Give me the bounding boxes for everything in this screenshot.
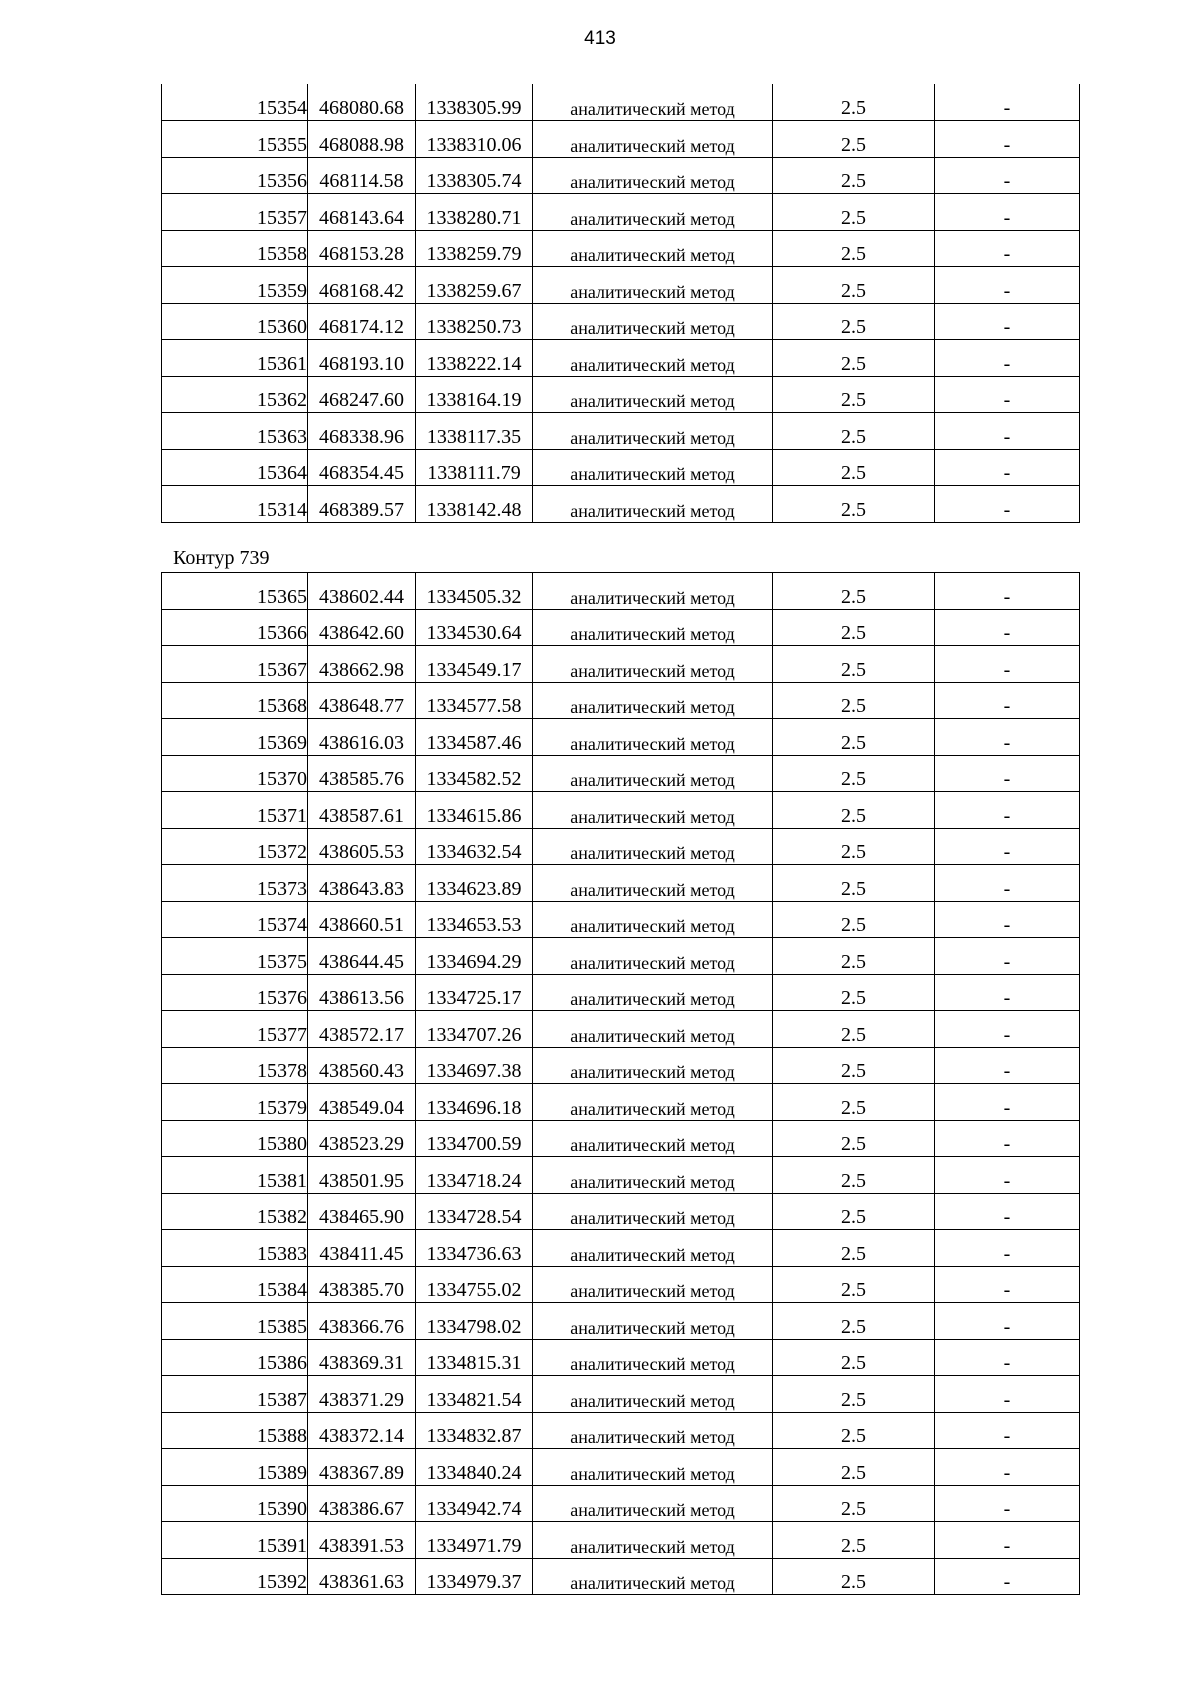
table-row <box>162 609 1080 646</box>
point-number-cell: 15387 <box>162 1376 308 1413</box>
x-coordinate-cell: 438587.61 <box>308 792 416 829</box>
y-coordinate-cell: 1334696.18 <box>416 1084 533 1121</box>
method-cell: аналитический метод <box>533 449 773 486</box>
y-coordinate-cell: 1334718.24 <box>416 1157 533 1194</box>
table-row <box>162 1412 1080 1449</box>
table-row <box>162 157 1080 194</box>
accuracy-cell: 2.5 <box>773 1485 935 1522</box>
y-coordinate-cell: 1338142.48 <box>416 486 533 523</box>
table-row <box>162 413 1080 450</box>
point-number-cell: 15386 <box>162 1339 308 1376</box>
x-coordinate-cell: 468247.60 <box>308 376 416 413</box>
note-cell: - <box>935 194 1080 231</box>
x-coordinate-cell: 468354.45 <box>308 449 416 486</box>
table-row <box>162 1303 1080 1340</box>
method-cell: аналитический метод <box>533 194 773 231</box>
table-row <box>162 1193 1080 1230</box>
method-cell: аналитический метод <box>533 230 773 267</box>
y-coordinate-cell: 1338111.79 <box>416 449 533 486</box>
method-cell: аналитический метод <box>533 1266 773 1303</box>
y-coordinate-cell: 1334587.46 <box>416 719 533 756</box>
y-coordinate-cell: 1334623.89 <box>416 865 533 902</box>
accuracy-cell: 2.5 <box>773 121 935 158</box>
accuracy-cell: 2.5 <box>773 1412 935 1449</box>
method-cell: аналитический метод <box>533 376 773 413</box>
method-cell: аналитический метод <box>533 1011 773 1048</box>
point-number-cell: 15361 <box>162 340 308 377</box>
note-cell: - <box>935 157 1080 194</box>
note-cell: - <box>935 303 1080 340</box>
table-row <box>162 1230 1080 1267</box>
accuracy-cell: 2.5 <box>773 828 935 865</box>
note-cell: - <box>935 376 1080 413</box>
y-coordinate-cell: 1338305.99 <box>416 84 533 121</box>
table-row <box>162 230 1080 267</box>
accuracy-cell: 2.5 <box>773 157 935 194</box>
table-row <box>162 828 1080 865</box>
y-coordinate-cell: 1338250.73 <box>416 303 533 340</box>
y-coordinate-cell: 1334700.59 <box>416 1120 533 1157</box>
y-coordinate-cell: 1334971.79 <box>416 1522 533 1559</box>
y-coordinate-cell: 1334697.38 <box>416 1047 533 1084</box>
note-cell: - <box>935 1157 1080 1194</box>
y-coordinate-cell: 1334707.26 <box>416 1011 533 1048</box>
x-coordinate-cell: 438385.70 <box>308 1266 416 1303</box>
point-number-cell: 15314 <box>162 486 308 523</box>
point-number-cell: 15365 <box>162 573 308 610</box>
note-cell: - <box>935 901 1080 938</box>
method-cell: аналитический метод <box>533 1449 773 1486</box>
method-cell: аналитический метод <box>533 1376 773 1413</box>
y-coordinate-cell: 1334577.58 <box>416 682 533 719</box>
x-coordinate-cell: 468088.98 <box>308 121 416 158</box>
point-number-cell: 15360 <box>162 303 308 340</box>
table-row <box>162 1339 1080 1376</box>
method-cell: аналитический метод <box>533 1120 773 1157</box>
note-cell: - <box>935 1339 1080 1376</box>
point-number-cell: 15366 <box>162 609 308 646</box>
y-coordinate-cell: 1334755.02 <box>416 1266 533 1303</box>
y-coordinate-cell: 1338164.19 <box>416 376 533 413</box>
method-cell: аналитический метод <box>533 828 773 865</box>
accuracy-cell: 2.5 <box>773 792 935 829</box>
accuracy-cell: 2.5 <box>773 84 935 121</box>
note-cell: - <box>935 1449 1080 1486</box>
point-number-cell: 15367 <box>162 646 308 683</box>
accuracy-cell: 2.5 <box>773 1193 935 1230</box>
x-coordinate-cell: 438386.67 <box>308 1485 416 1522</box>
table-row <box>162 682 1080 719</box>
point-number-cell: 15379 <box>162 1084 308 1121</box>
x-coordinate-cell: 438465.90 <box>308 1193 416 1230</box>
x-coordinate-cell: 438644.45 <box>308 938 416 975</box>
y-coordinate-cell: 1338222.14 <box>416 340 533 377</box>
accuracy-cell: 2.5 <box>773 1157 935 1194</box>
point-number-cell: 15381 <box>162 1157 308 1194</box>
accuracy-cell: 2.5 <box>773 486 935 523</box>
accuracy-cell: 2.5 <box>773 646 935 683</box>
table-row <box>162 938 1080 975</box>
note-cell: - <box>935 486 1080 523</box>
point-number-cell: 15389 <box>162 1449 308 1486</box>
y-coordinate-cell: 1334582.52 <box>416 755 533 792</box>
coordinates-table <box>161 84 1080 523</box>
note-cell: - <box>935 573 1080 610</box>
x-coordinate-cell: 438616.03 <box>308 719 416 756</box>
note-cell: - <box>935 1011 1080 1048</box>
x-coordinate-cell: 438648.77 <box>308 682 416 719</box>
note-cell: - <box>935 682 1080 719</box>
x-coordinate-cell: 468114.58 <box>308 157 416 194</box>
accuracy-cell: 2.5 <box>773 303 935 340</box>
method-cell: аналитический метод <box>533 682 773 719</box>
note-cell: - <box>935 974 1080 1011</box>
note-cell: - <box>935 1485 1080 1522</box>
method-cell: аналитический метод <box>533 1412 773 1449</box>
x-coordinate-cell: 468193.10 <box>308 340 416 377</box>
accuracy-cell: 2.5 <box>773 573 935 610</box>
note-cell: - <box>935 865 1080 902</box>
table-row <box>162 84 1080 121</box>
note-cell: - <box>935 1412 1080 1449</box>
x-coordinate-cell: 438643.83 <box>308 865 416 902</box>
table-row <box>162 719 1080 756</box>
method-cell: аналитический метод <box>533 157 773 194</box>
point-number-cell: 15371 <box>162 792 308 829</box>
method-cell: аналитический метод <box>533 486 773 523</box>
table-row <box>162 974 1080 1011</box>
y-coordinate-cell: 1334694.29 <box>416 938 533 975</box>
method-cell: аналитический метод <box>533 1157 773 1194</box>
accuracy-cell: 2.5 <box>773 719 935 756</box>
method-cell: аналитический метод <box>533 755 773 792</box>
method-cell: аналитический метод <box>533 1193 773 1230</box>
method-cell: аналитический метод <box>533 1339 773 1376</box>
page-number: 413 <box>584 28 616 49</box>
x-coordinate-cell: 468153.28 <box>308 230 416 267</box>
y-coordinate-cell: 1338259.79 <box>416 230 533 267</box>
x-coordinate-cell: 438549.04 <box>308 1084 416 1121</box>
method-cell: аналитический метод <box>533 1485 773 1522</box>
table-row <box>162 449 1080 486</box>
table-row <box>162 792 1080 829</box>
method-cell: аналитический метод <box>533 719 773 756</box>
x-coordinate-cell: 468174.12 <box>308 303 416 340</box>
accuracy-cell: 2.5 <box>773 449 935 486</box>
point-number-cell: 15391 <box>162 1522 308 1559</box>
method-cell: аналитический метод <box>533 938 773 975</box>
accuracy-cell: 2.5 <box>773 230 935 267</box>
method-cell: аналитический метод <box>533 573 773 610</box>
y-coordinate-cell: 1334615.86 <box>416 792 533 829</box>
point-number-cell: 15370 <box>162 755 308 792</box>
x-coordinate-cell: 438572.17 <box>308 1011 416 1048</box>
point-number-cell: 15383 <box>162 1230 308 1267</box>
y-coordinate-cell: 1338305.74 <box>416 157 533 194</box>
note-cell: - <box>935 1193 1080 1230</box>
x-coordinate-cell: 468389.57 <box>308 486 416 523</box>
y-coordinate-cell: 1334632.54 <box>416 828 533 865</box>
note-cell: - <box>935 1047 1080 1084</box>
note-cell: - <box>935 828 1080 865</box>
point-number-cell: 15380 <box>162 1120 308 1157</box>
method-cell: аналитический метод <box>533 340 773 377</box>
x-coordinate-cell: 438642.60 <box>308 609 416 646</box>
method-cell: аналитический метод <box>533 303 773 340</box>
y-coordinate-cell: 1334653.53 <box>416 901 533 938</box>
point-number-cell: 15392 <box>162 1558 308 1595</box>
table-row <box>162 1011 1080 1048</box>
accuracy-cell: 2.5 <box>773 1120 935 1157</box>
note-cell: - <box>935 1120 1080 1157</box>
y-coordinate-cell: 1334530.64 <box>416 609 533 646</box>
x-coordinate-cell: 438662.98 <box>308 646 416 683</box>
y-coordinate-cell: 1334728.54 <box>416 1193 533 1230</box>
note-cell: - <box>935 340 1080 377</box>
method-cell: аналитический метод <box>533 792 773 829</box>
note-cell: - <box>935 449 1080 486</box>
table-row <box>162 865 1080 902</box>
table-row <box>162 1120 1080 1157</box>
table-row <box>162 573 1080 610</box>
accuracy-cell: 2.5 <box>773 865 935 902</box>
x-coordinate-cell: 438501.95 <box>308 1157 416 1194</box>
accuracy-cell: 2.5 <box>773 1011 935 1048</box>
y-coordinate-cell: 1338117.35 <box>416 413 533 450</box>
accuracy-cell: 2.5 <box>773 1376 935 1413</box>
accuracy-cell: 2.5 <box>773 974 935 1011</box>
point-number-cell: 15388 <box>162 1412 308 1449</box>
accuracy-cell: 2.5 <box>773 1303 935 1340</box>
table-row <box>162 340 1080 377</box>
y-coordinate-cell: 1334840.24 <box>416 1449 533 1486</box>
accuracy-cell: 2.5 <box>773 1230 935 1267</box>
point-number-cell: 15356 <box>162 157 308 194</box>
point-number-cell: 15357 <box>162 194 308 231</box>
x-coordinate-cell: 438391.53 <box>308 1522 416 1559</box>
method-cell: аналитический метод <box>533 1522 773 1559</box>
y-coordinate-cell: 1334505.32 <box>416 573 533 610</box>
x-coordinate-cell: 438560.43 <box>308 1047 416 1084</box>
y-coordinate-cell: 1334815.31 <box>416 1339 533 1376</box>
method-cell: аналитический метод <box>533 267 773 304</box>
y-coordinate-cell: 1334832.87 <box>416 1412 533 1449</box>
y-coordinate-cell: 1334549.17 <box>416 646 533 683</box>
table-row <box>162 1047 1080 1084</box>
table-row <box>162 267 1080 304</box>
accuracy-cell: 2.5 <box>773 1522 935 1559</box>
method-cell: аналитический метод <box>533 865 773 902</box>
note-cell: - <box>935 1266 1080 1303</box>
x-coordinate-cell: 438660.51 <box>308 901 416 938</box>
y-coordinate-cell: 1334979.37 <box>416 1558 533 1595</box>
y-coordinate-cell: 1334736.63 <box>416 1230 533 1267</box>
x-coordinate-cell: 468338.96 <box>308 413 416 450</box>
point-number-cell: 15378 <box>162 1047 308 1084</box>
table-row <box>162 1522 1080 1559</box>
table-row <box>162 1266 1080 1303</box>
table-row <box>162 646 1080 683</box>
x-coordinate-cell: 438366.76 <box>308 1303 416 1340</box>
note-cell: - <box>935 267 1080 304</box>
accuracy-cell: 2.5 <box>773 194 935 231</box>
point-number-cell: 15362 <box>162 376 308 413</box>
point-number-cell: 15364 <box>162 449 308 486</box>
note-cell: - <box>935 719 1080 756</box>
note-cell: - <box>935 1303 1080 1340</box>
method-cell: аналитический метод <box>533 609 773 646</box>
point-number-cell: 15368 <box>162 682 308 719</box>
table-row <box>162 194 1080 231</box>
method-cell: аналитический метод <box>533 1084 773 1121</box>
x-coordinate-cell: 438367.89 <box>308 1449 416 1486</box>
table-row <box>162 901 1080 938</box>
x-coordinate-cell: 438605.53 <box>308 828 416 865</box>
note-cell: - <box>935 1558 1080 1595</box>
table-row <box>162 1376 1080 1413</box>
method-cell: аналитический метод <box>533 974 773 1011</box>
accuracy-cell: 2.5 <box>773 376 935 413</box>
method-cell: аналитический метод <box>533 901 773 938</box>
note-cell: - <box>935 609 1080 646</box>
x-coordinate-cell: 438371.29 <box>308 1376 416 1413</box>
method-cell: аналитический метод <box>533 121 773 158</box>
accuracy-cell: 2.5 <box>773 938 935 975</box>
y-coordinate-cell: 1334725.17 <box>416 974 533 1011</box>
table-row <box>162 121 1080 158</box>
point-number-cell: 15372 <box>162 828 308 865</box>
y-coordinate-cell: 1334798.02 <box>416 1303 533 1340</box>
accuracy-cell: 2.5 <box>773 413 935 450</box>
y-coordinate-cell: 1338310.06 <box>416 121 533 158</box>
point-number-cell: 15385 <box>162 1303 308 1340</box>
coordinates-table <box>161 572 1080 1595</box>
table-row <box>162 1558 1080 1595</box>
x-coordinate-cell: 438411.45 <box>308 1230 416 1267</box>
point-number-cell: 15354 <box>162 84 308 121</box>
accuracy-cell: 2.5 <box>773 1084 935 1121</box>
x-coordinate-cell: 468168.42 <box>308 267 416 304</box>
note-cell: - <box>935 1230 1080 1267</box>
accuracy-cell: 2.5 <box>773 609 935 646</box>
accuracy-cell: 2.5 <box>773 755 935 792</box>
y-coordinate-cell: 1334942.74 <box>416 1485 533 1522</box>
table-row <box>162 755 1080 792</box>
note-cell: - <box>935 646 1080 683</box>
point-number-cell: 15384 <box>162 1266 308 1303</box>
table-row <box>162 303 1080 340</box>
accuracy-cell: 2.5 <box>773 901 935 938</box>
point-number-cell: 15376 <box>162 974 308 1011</box>
note-cell: - <box>935 938 1080 975</box>
note-cell: - <box>935 84 1080 121</box>
x-coordinate-cell: 438523.29 <box>308 1120 416 1157</box>
accuracy-cell: 2.5 <box>773 1339 935 1376</box>
y-coordinate-cell: 1334821.54 <box>416 1376 533 1413</box>
point-number-cell: 15374 <box>162 901 308 938</box>
method-cell: аналитический метод <box>533 1047 773 1084</box>
note-cell: - <box>935 121 1080 158</box>
note-cell: - <box>935 792 1080 829</box>
point-number-cell: 15373 <box>162 865 308 902</box>
table-row <box>162 1084 1080 1121</box>
point-number-cell: 15358 <box>162 230 308 267</box>
method-cell: аналитический метод <box>533 646 773 683</box>
point-number-cell: 15377 <box>162 1011 308 1048</box>
x-coordinate-cell: 438372.14 <box>308 1412 416 1449</box>
method-cell: аналитический метод <box>533 1230 773 1267</box>
point-number-cell: 15363 <box>162 413 308 450</box>
point-number-cell: 15369 <box>162 719 308 756</box>
note-cell: - <box>935 1084 1080 1121</box>
y-coordinate-cell: 1338280.71 <box>416 194 533 231</box>
accuracy-cell: 2.5 <box>773 1558 935 1595</box>
y-coordinate-cell: 1338259.67 <box>416 267 533 304</box>
note-cell: - <box>935 413 1080 450</box>
point-number-cell: 15382 <box>162 1193 308 1230</box>
x-coordinate-cell: 438585.76 <box>308 755 416 792</box>
accuracy-cell: 2.5 <box>773 1266 935 1303</box>
x-coordinate-cell: 438613.56 <box>308 974 416 1011</box>
accuracy-cell: 2.5 <box>773 1047 935 1084</box>
method-cell: аналитический метод <box>533 413 773 450</box>
method-cell: аналитический метод <box>533 84 773 121</box>
point-number-cell: 15355 <box>162 121 308 158</box>
accuracy-cell: 2.5 <box>773 1449 935 1486</box>
accuracy-cell: 2.5 <box>773 340 935 377</box>
table-row <box>162 1157 1080 1194</box>
point-number-cell: 15390 <box>162 1485 308 1522</box>
method-cell: аналитический метод <box>533 1558 773 1595</box>
x-coordinate-cell: 438602.44 <box>308 573 416 610</box>
note-cell: - <box>935 755 1080 792</box>
accuracy-cell: 2.5 <box>773 267 935 304</box>
point-number-cell: 15375 <box>162 938 308 975</box>
method-cell: аналитический метод <box>533 1303 773 1340</box>
note-cell: - <box>935 1522 1080 1559</box>
x-coordinate-cell: 468143.64 <box>308 194 416 231</box>
note-cell: - <box>935 1376 1080 1413</box>
contour-label: Контур 739 <box>173 547 270 569</box>
accuracy-cell: 2.5 <box>773 682 935 719</box>
table-row <box>162 1485 1080 1522</box>
point-number-cell: 15359 <box>162 267 308 304</box>
x-coordinate-cell: 468080.68 <box>308 84 416 121</box>
note-cell: - <box>935 230 1080 267</box>
table-row <box>162 486 1080 523</box>
table-row <box>162 1449 1080 1486</box>
x-coordinate-cell: 438369.31 <box>308 1339 416 1376</box>
x-coordinate-cell: 438361.63 <box>308 1558 416 1595</box>
table-row <box>162 376 1080 413</box>
